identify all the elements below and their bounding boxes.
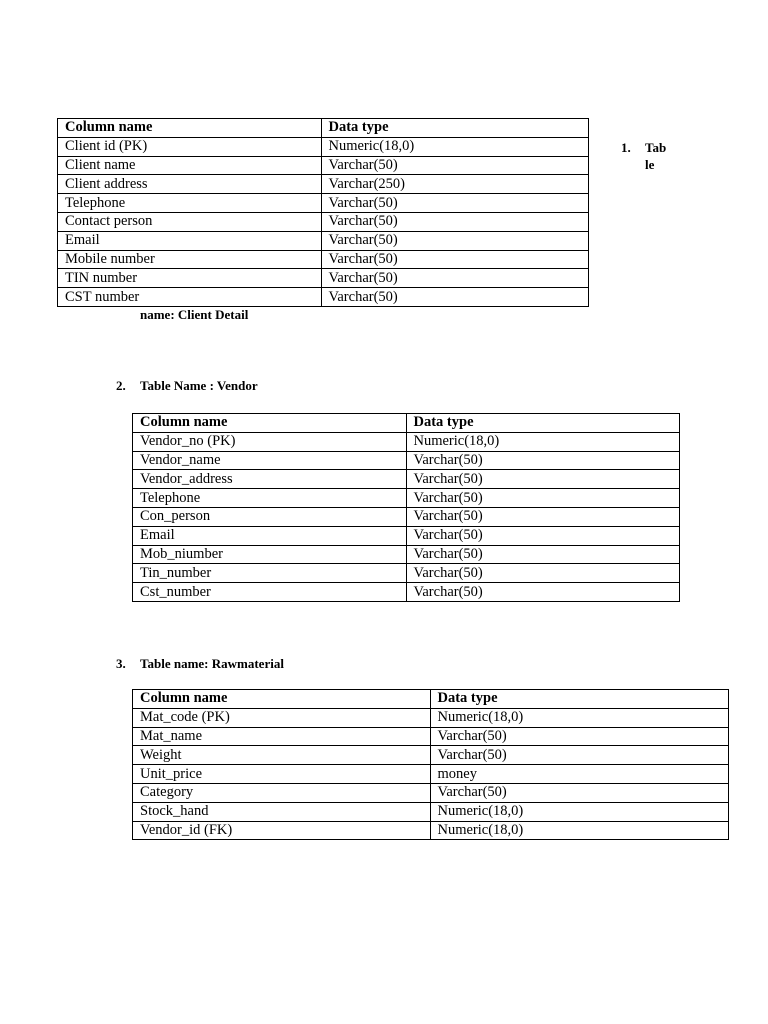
header-data-type: Data type bbox=[430, 690, 729, 709]
header-column-name: Column name bbox=[133, 414, 407, 433]
table-row bbox=[58, 231, 589, 250]
header-data-type: Data type bbox=[406, 414, 680, 433]
column-name-cell: Vendor_address bbox=[133, 470, 407, 489]
rawmaterial-table bbox=[132, 689, 729, 840]
column-name-cell: Telephone bbox=[133, 489, 407, 508]
table-row bbox=[133, 708, 729, 727]
column-name-cell: Client name bbox=[58, 156, 322, 175]
table-row bbox=[58, 156, 589, 175]
table1-caption-mid bbox=[645, 156, 654, 173]
table-row bbox=[58, 212, 589, 231]
header-data-type: Data type bbox=[321, 119, 589, 138]
table-header-row bbox=[133, 414, 680, 433]
table2-caption-text: Table Name : Vendor bbox=[140, 378, 258, 393]
table-row bbox=[133, 821, 729, 840]
column-name-cell: TIN number bbox=[58, 269, 322, 288]
table3-caption-text: Table name: Rawmaterial bbox=[140, 656, 284, 671]
table-row bbox=[133, 583, 680, 602]
data-type-cell: money bbox=[430, 765, 729, 784]
table-row bbox=[133, 545, 680, 564]
table-row bbox=[58, 175, 589, 194]
data-type-cell: Numeric(18,0) bbox=[430, 802, 729, 821]
table-row bbox=[58, 269, 589, 288]
data-type-cell: Varchar(50) bbox=[430, 783, 729, 802]
data-type-cell: Varchar(50) bbox=[406, 489, 680, 508]
data-type-cell: Varchar(50) bbox=[406, 526, 680, 545]
data-type-cell: Numeric(18,0) bbox=[430, 821, 729, 840]
header-column-name: Column name bbox=[58, 119, 322, 138]
column-name-cell: Vendor_no (PK) bbox=[133, 432, 407, 451]
column-name-cell: CST number bbox=[58, 288, 322, 307]
data-type-cell: Varchar(50) bbox=[321, 288, 589, 307]
table-row bbox=[133, 526, 680, 545]
column-name-cell: Con_person bbox=[133, 507, 407, 526]
table1-caption-top bbox=[621, 139, 666, 156]
column-name-cell: Tin_number bbox=[133, 564, 407, 583]
data-type-cell: Varchar(50) bbox=[406, 451, 680, 470]
data-type-cell: Varchar(50) bbox=[321, 156, 589, 175]
header-column-name: Column name bbox=[133, 690, 431, 709]
table1-caption-word-start: Tab bbox=[645, 140, 667, 155]
column-name-cell: Stock_hand bbox=[133, 802, 431, 821]
table1-caption-bottom: name: Client Detail bbox=[140, 307, 249, 322]
column-name-cell: Mobile number bbox=[58, 250, 322, 269]
column-name-cell: Mat_name bbox=[133, 727, 431, 746]
column-name-cell: Contact person bbox=[58, 212, 322, 231]
table-row bbox=[133, 564, 680, 583]
column-name-cell: Mat_code (PK) bbox=[133, 708, 431, 727]
column-name-cell: Email bbox=[133, 526, 407, 545]
table-header-row bbox=[58, 119, 589, 138]
table-row bbox=[133, 783, 729, 802]
column-name-cell: Cst_number bbox=[133, 583, 407, 602]
table2-caption bbox=[116, 377, 258, 394]
data-type-cell: Varchar(250) bbox=[321, 175, 589, 194]
data-type-cell: Numeric(18,0) bbox=[430, 708, 729, 727]
table-row bbox=[133, 489, 680, 508]
column-name-cell: Email bbox=[58, 231, 322, 250]
table3-number: 3. bbox=[116, 656, 126, 671]
data-type-cell: Varchar(50) bbox=[321, 194, 589, 213]
column-name-cell: Unit_price bbox=[133, 765, 431, 784]
column-name-cell: Weight bbox=[133, 746, 431, 765]
column-name-cell: Vendor_id (FK) bbox=[133, 821, 431, 840]
table-row bbox=[133, 507, 680, 526]
data-type-cell: Numeric(18,0) bbox=[406, 432, 680, 451]
table1-number: 1. bbox=[621, 140, 631, 155]
data-type-cell: Varchar(50) bbox=[430, 727, 729, 746]
table-row bbox=[133, 470, 680, 489]
table-row bbox=[58, 250, 589, 269]
table2-number: 2. bbox=[116, 378, 126, 393]
table-row bbox=[133, 432, 680, 451]
table-row bbox=[133, 765, 729, 784]
data-type-cell: Varchar(50) bbox=[321, 250, 589, 269]
table-header-row bbox=[133, 690, 729, 709]
data-type-cell: Numeric(18,0) bbox=[321, 137, 589, 156]
vendor-table bbox=[132, 413, 680, 602]
table1-caption-word-end: le bbox=[645, 157, 655, 172]
table-row bbox=[133, 746, 729, 765]
client-detail-table bbox=[57, 118, 589, 307]
table-row bbox=[133, 727, 729, 746]
table-row bbox=[133, 451, 680, 470]
data-type-cell: Varchar(50) bbox=[321, 269, 589, 288]
table3-caption bbox=[116, 655, 284, 672]
table-row bbox=[133, 802, 729, 821]
data-type-cell: Varchar(50) bbox=[321, 212, 589, 231]
data-type-cell: Varchar(50) bbox=[430, 746, 729, 765]
data-type-cell: Varchar(50) bbox=[406, 545, 680, 564]
column-name-cell: Client id (PK) bbox=[58, 137, 322, 156]
table-row bbox=[58, 137, 589, 156]
table-row bbox=[58, 288, 589, 307]
column-name-cell: Telephone bbox=[58, 194, 322, 213]
column-name-cell: Category bbox=[133, 783, 431, 802]
data-type-cell: Varchar(50) bbox=[406, 470, 680, 489]
column-name-cell: Vendor_name bbox=[133, 451, 407, 470]
data-type-cell: Varchar(50) bbox=[321, 231, 589, 250]
column-name-cell: Client address bbox=[58, 175, 322, 194]
data-type-cell: Varchar(50) bbox=[406, 564, 680, 583]
column-name-cell: Mob_niumber bbox=[133, 545, 407, 564]
data-type-cell: Varchar(50) bbox=[406, 507, 680, 526]
data-type-cell: Varchar(50) bbox=[406, 583, 680, 602]
table-row bbox=[58, 194, 589, 213]
